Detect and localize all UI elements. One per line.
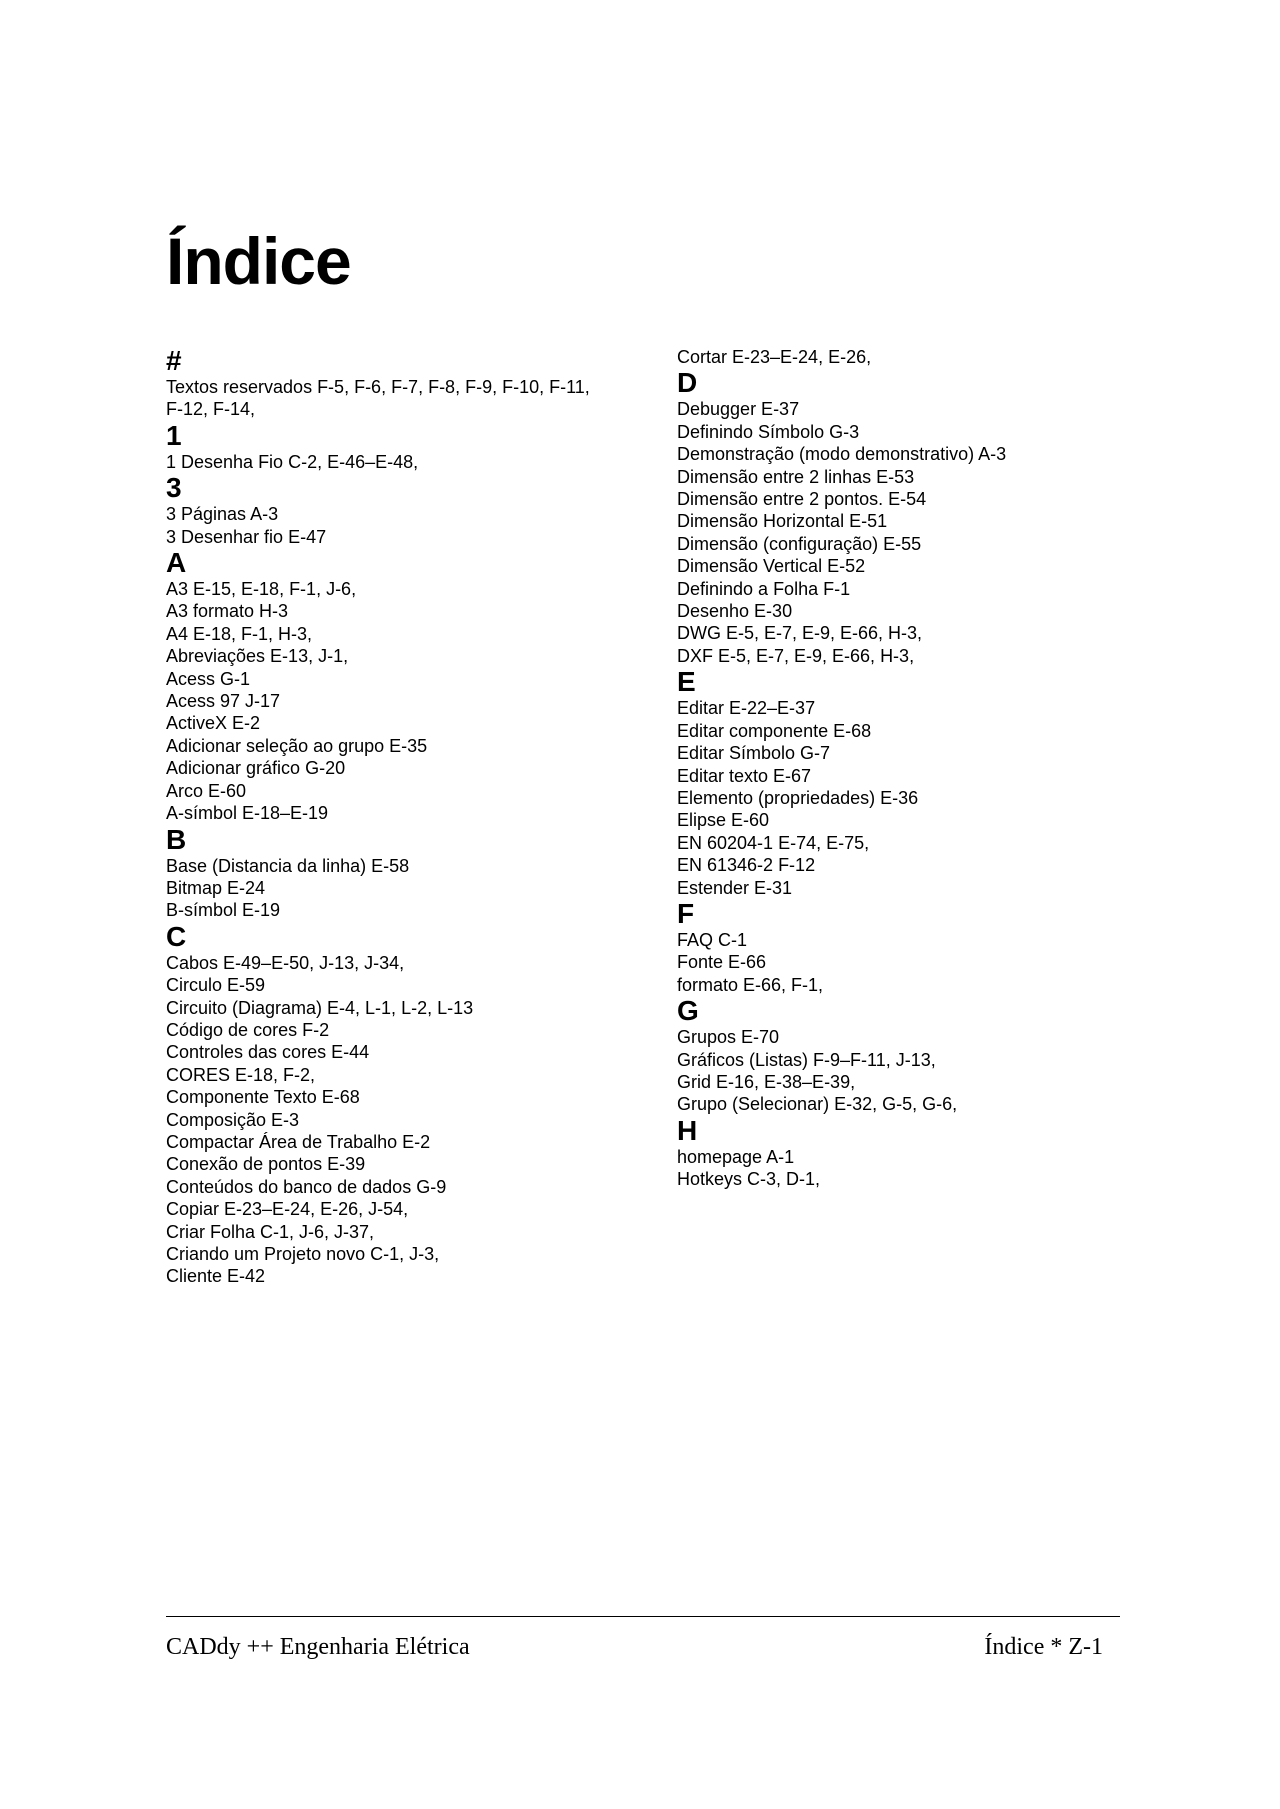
index-entry: Editar componente E-68 — [677, 720, 872, 741]
index-entry: Conexão de pontos E-39 — [166, 1154, 366, 1175]
section-heading: G — [677, 995, 699, 1027]
index-entry: Dimensão Vertical E-52 — [677, 556, 866, 577]
index-entry: Hotkeys C-3, D-1, — [677, 1169, 821, 1190]
section-heading: # — [166, 345, 182, 376]
index-entry: Base (Distancia da linha) E-58 — [166, 855, 410, 876]
index-entry: Fonte E-66 — [677, 952, 767, 973]
index-entry: 3 Desenhar fio E-47 — [166, 526, 327, 547]
section-heading: D — [677, 367, 698, 399]
index-column-right — [677, 346, 1177, 1191]
index-entry: Acess G-1 — [166, 668, 251, 689]
index-entry: Grupos E-70 — [677, 1027, 780, 1048]
index-entry: ActiveX E-2 — [166, 713, 261, 734]
page-title: Índice — [166, 224, 351, 298]
index-entry: Demonstração (modo demonstrativo) A-3 — [677, 444, 1007, 465]
index-entry: Controles das cores E-44 — [166, 1042, 370, 1063]
index-entry: Circuito (Diagrama) E-4, L-1, L-2, L-13 — [166, 997, 474, 1018]
section-heading: C — [166, 920, 187, 952]
index-entry: Abreviações E-13, J-1, — [166, 646, 349, 667]
index-entry: DWG E-5, E-7, E-9, E-66, H-3, — [677, 623, 923, 644]
section-heading: A — [166, 547, 187, 579]
index-entry: Cliente E-42 — [166, 1266, 266, 1287]
index-entry: homepage A-1 — [677, 1146, 795, 1167]
index-entry: formato E-66, F-1, — [677, 974, 824, 995]
index-entry: A3 E-15, E-18, F-1, J-6, — [166, 579, 357, 600]
section-heading: B — [166, 823, 187, 855]
index-entry: Editar E-22–E-37 — [677, 698, 816, 719]
index-entry: Textos reservados F-5, F-6, F-7, F-8, F-9, F-10, F-11, F-12, F-14, — [166, 377, 590, 420]
index-entry: A3 formato H-3 — [166, 601, 289, 622]
index-entry: Definindo Símbolo G-3 — [677, 421, 860, 442]
index-entry: Bitmap E-24 — [166, 877, 266, 898]
index-entry: EN 61346-2 F-12 — [677, 855, 816, 876]
index-entry: CORES E-18, F-2, — [166, 1064, 316, 1085]
index-entry: Componente Texto E-68 — [166, 1087, 360, 1108]
index-entry: 3 Páginas A-3 — [166, 504, 279, 525]
index-entry: Dimensão (configuração) E-55 — [677, 533, 922, 554]
index-entry: Grid E-16, E-38–E-39, — [677, 1071, 856, 1092]
index-entry: Cabos E-49–E-50, J-13, J-34, — [166, 952, 405, 973]
index-entry: Acess 97 J-17 — [166, 691, 281, 712]
index-entry: Elemento (propriedades) E-36 — [677, 787, 919, 808]
index-entry: DXF E-5, E-7, E-9, E-66, H-3, — [677, 645, 915, 666]
index-column-left — [166, 346, 666, 1288]
index-entry: Adicionar seleção ao grupo E-35 — [166, 735, 428, 756]
index-entry: Grupo (Selecionar) E-32, G-5, G-6, — [677, 1094, 958, 1115]
index-entry: Elipse E-60 — [677, 810, 770, 831]
section-heading: 3 — [166, 472, 182, 504]
index-entry: FAQ C-1 — [677, 929, 748, 950]
index-entry: Debugger E-37 — [677, 399, 800, 420]
index-entry: EN 60204-1 E-74, E-75, — [677, 832, 870, 853]
footer-divider — [166, 1616, 1120, 1617]
index-entry: Compactar Área de Trabalho E-2 — [166, 1131, 431, 1152]
index-entry: Dimensão Horizontal E-51 — [677, 511, 888, 532]
index-entry: Definindo a Folha F-1 — [677, 578, 851, 599]
index-entry: Dimensão entre 2 pontos. E-54 — [677, 489, 927, 510]
index-entry: Desenho E-30 — [677, 601, 793, 622]
index-entry: B-símbol E-19 — [166, 900, 281, 921]
section-heading: E — [677, 666, 696, 698]
index-entry: 1 Desenha Fio C-2, E-46–E-48, — [166, 451, 419, 472]
index-entry: Cortar E-23–E-24, E-26, — [677, 347, 872, 367]
index-entry: A4 E-18, F-1, H-3, — [166, 623, 313, 644]
index-entry: Código de cores F-2 — [166, 1019, 330, 1040]
index-entry: Arco E-60 — [166, 780, 247, 801]
index-entry: Editar Símbolo G-7 — [677, 743, 831, 764]
index-entry: Dimensão entre 2 linhas E-53 — [677, 466, 915, 487]
section-heading: 1 — [166, 419, 182, 451]
index-entry: Composição E-3 — [166, 1109, 300, 1130]
index-entry: Criar Folha C-1, J-6, J-37, — [166, 1221, 375, 1242]
index-entry: Adicionar gráfico G-20 — [166, 758, 346, 779]
index-entry: Editar texto E-67 — [677, 765, 812, 786]
footer-page-number: Índice * Z-1 — [984, 1634, 1103, 1660]
index-entry: Gráficos (Listas) F-9–F-11, J-13, — [677, 1049, 936, 1070]
index-entry: A-símbol E-18–E-19 — [166, 803, 329, 824]
index-entry: Criando um Projeto novo C-1, J-3, — [166, 1244, 440, 1264]
index-entry: Circulo E-59 — [166, 975, 266, 996]
index-entry: Conteúdos do banco de dados G-9 — [166, 1176, 447, 1197]
footer-book-title: CADdy ++ Engenharia Elétrica — [166, 1634, 470, 1660]
section-heading: H — [677, 1114, 698, 1146]
section-heading: F — [677, 897, 695, 929]
index-entry: Estender E-31 — [677, 877, 793, 898]
index-entry: Copiar E-23–E-24, E-26, J-54, — [166, 1199, 409, 1220]
